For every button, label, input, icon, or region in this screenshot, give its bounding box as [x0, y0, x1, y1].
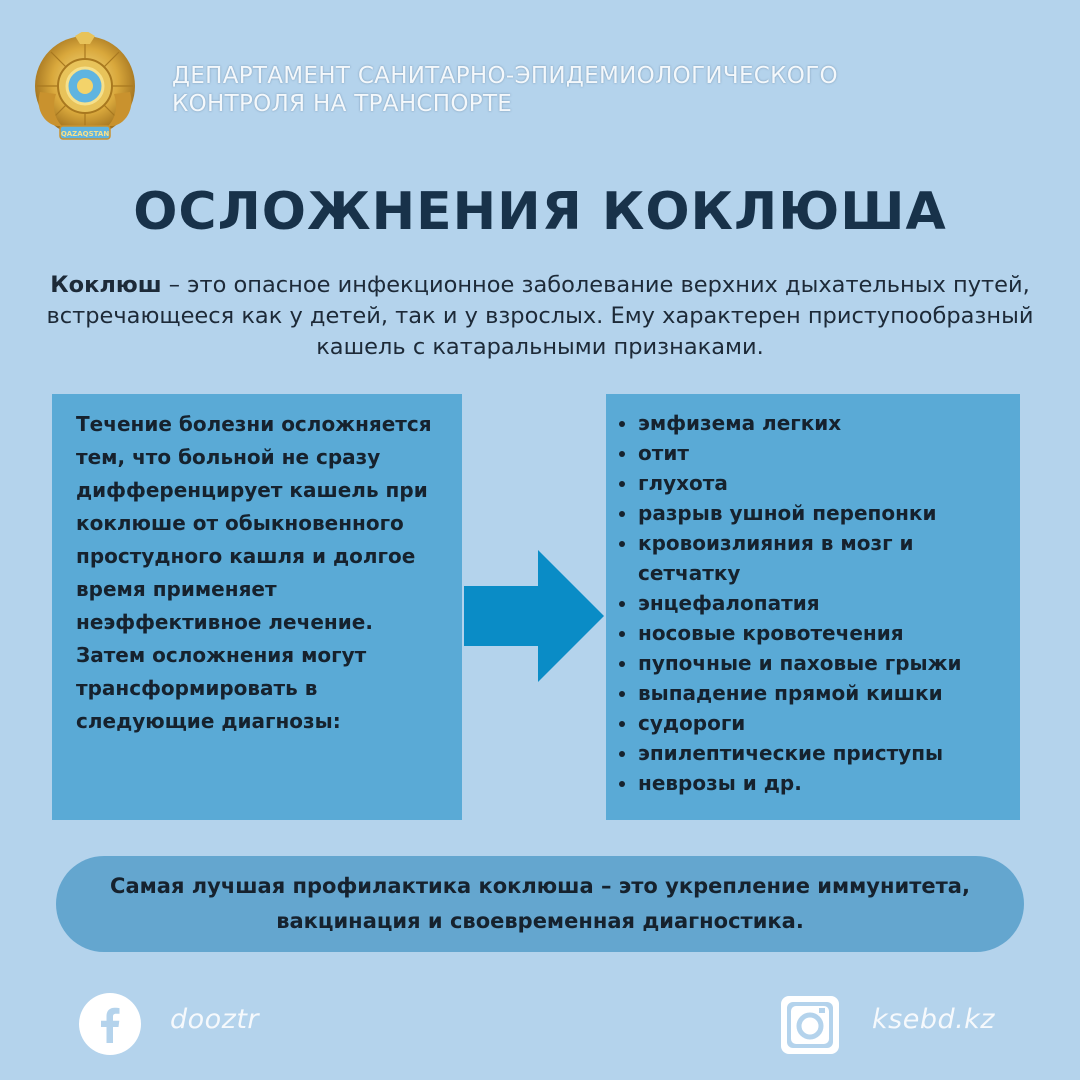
page-title: ОСЛОЖНЕНИЯ КОКЛЮША: [133, 182, 947, 242]
list-item: • кровоизлияния в мозг и сетчатку: [638, 528, 1012, 588]
intro-term: Коклюш: [50, 272, 162, 298]
list-item: • отит: [638, 438, 1012, 468]
list-item: • неврозы и др.: [638, 768, 1012, 798]
prevention-text: Самая лучшая профилактика коклюша – это укрепление иммунитета, вакцинация и своевременная диагностика.: [110, 874, 970, 933]
disease-course-box: [52, 394, 462, 820]
intro-text: – это опасное инфекционное заболевание верхних дыхательных путей, встречающееся как у детей, так и у взрослых. Ему характерен приступообразный кашель с катаральными признаками.: [46, 272, 1034, 360]
intro-paragraph: [40, 270, 1040, 363]
kazakhstan-emblem-icon: [30, 32, 140, 144]
emblem-text: QAZAQSTAN: [60, 130, 110, 138]
complications-box: [606, 394, 1020, 820]
list-item: • глухота: [638, 468, 1012, 498]
list-item: • энцефалопатия: [638, 588, 1012, 618]
list-item: • разрыв ушной перепонки: [638, 498, 1012, 528]
list-item: • выпадение прямой кишки: [638, 678, 1012, 708]
list-item: • пупочные и паховые грыжи: [638, 648, 1012, 678]
department-line-2: КОНТРОЛЯ НА ТРАНСПОРТЕ: [172, 91, 513, 117]
facebook-handle[interactable]: dooztr: [170, 1004, 260, 1035]
instagram-handle[interactable]: ksebd.kz: [872, 1004, 995, 1035]
complications-list: [606, 394, 1020, 798]
department-line-1: ДЕПАРТАМЕНТ САНИТАРНО-ЭПИДЕМИОЛОГИЧЕСКОГО: [172, 63, 838, 89]
prevention-banner: [56, 856, 1024, 952]
facebook-icon[interactable]: [79, 993, 141, 1055]
list-item: • носовые кровотечения: [638, 618, 1012, 648]
list-item: • эпилептические приступы: [638, 738, 1012, 768]
instagram-icon[interactable]: [781, 996, 839, 1054]
department-name: [172, 62, 1052, 118]
list-item: • судороги: [638, 708, 1012, 738]
disease-course-text: Течение болезни осложняется тем, что больной не сразу дифференцирует кашель при коклюше от обыкновенного простудного кашля и долгое время применяет неэффективное лечение. Затем осложнения могут трансформировать в следующие диагнозы:: [76, 412, 432, 733]
arrow-right-icon: [464, 550, 604, 682]
list-item: • эмфизема легких: [638, 408, 1012, 438]
